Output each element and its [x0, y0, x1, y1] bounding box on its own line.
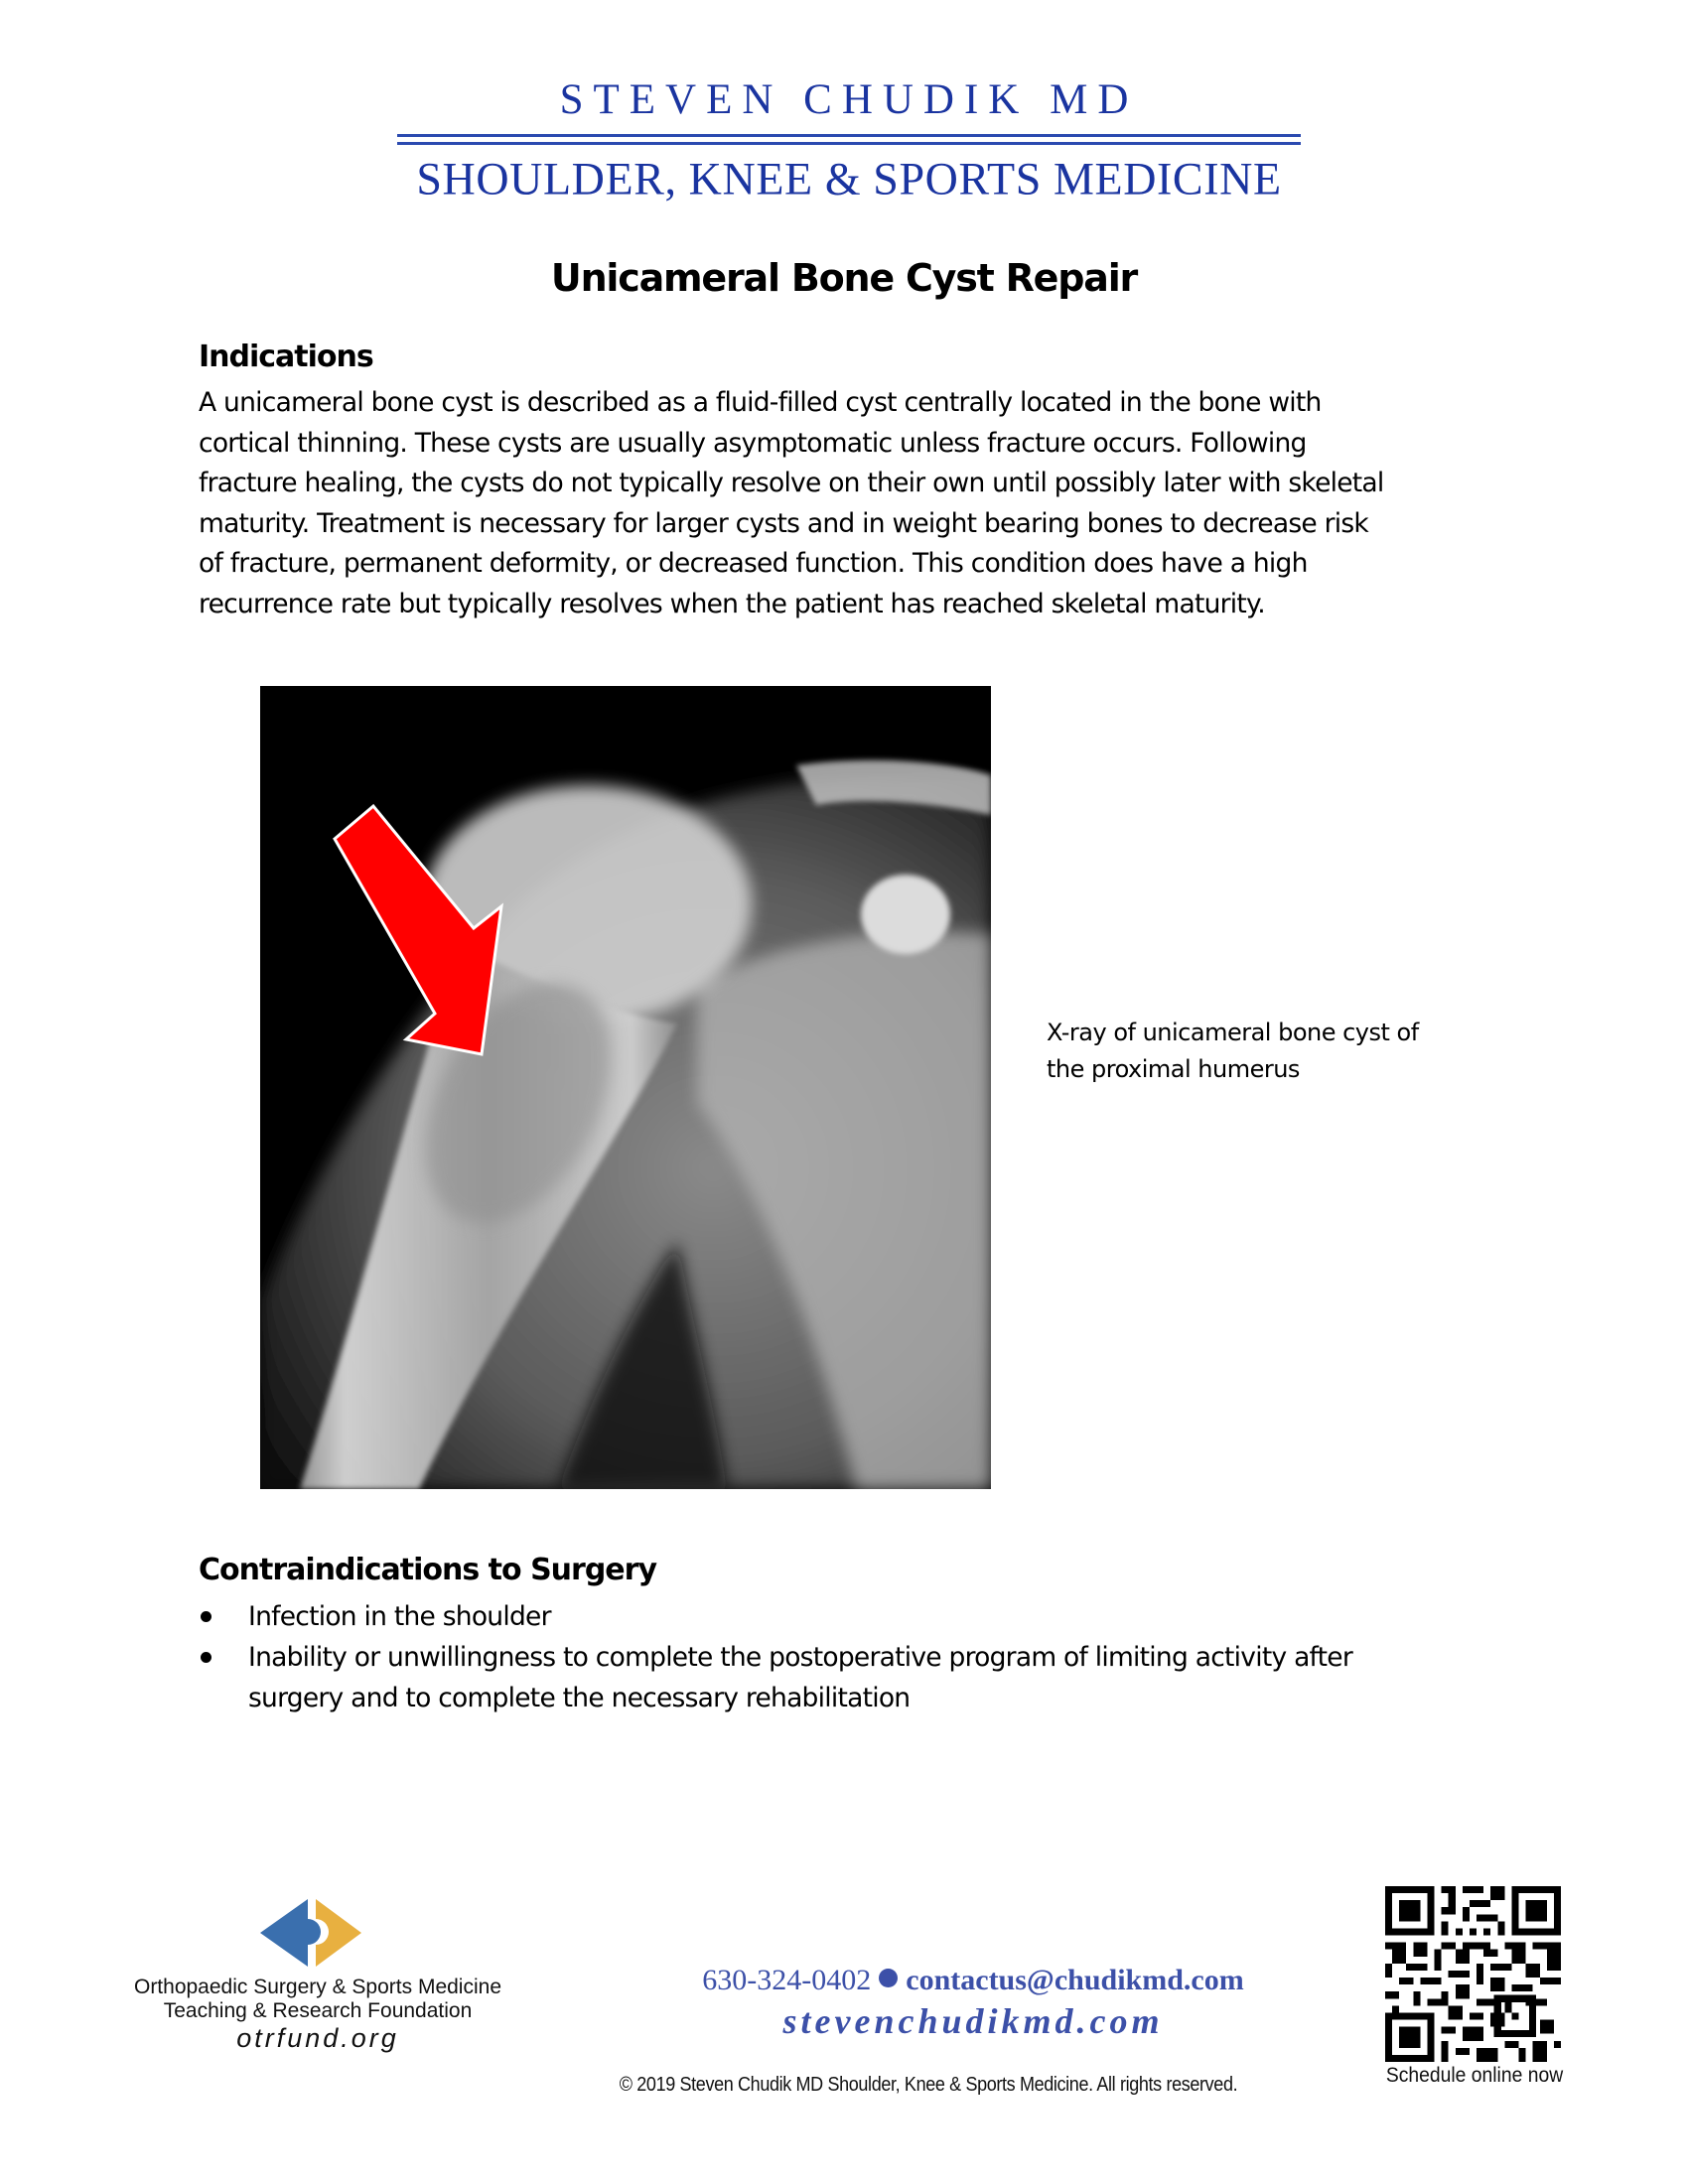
list-item	[199, 1596, 1529, 1637]
paragraph-line: A unicameral bone cyst is described as a fluid-filled cyst centrally located in the bone with	[199, 387, 1322, 418]
xray-image	[260, 686, 991, 1489]
paragraph-line: cortical thinning. These cysts are usually asymptomatic unless fracture occurs. Following	[199, 427, 1307, 459]
foundation-name-line1: Orthopaedic Surgery & Sports Medicine	[133, 1976, 501, 1998]
foundation-block	[99, 1976, 536, 2053]
qr-label: Schedule online now	[1385, 2064, 1564, 2087]
list-item-text: surgery and to complete the necessary rehabilitation	[248, 1683, 911, 1713]
figure-caption	[1047, 1015, 1419, 1088]
email-link[interactable]: contactus@chudikmd.com	[906, 1964, 1244, 1996]
header-rule-bottom	[397, 142, 1301, 145]
contact-block	[596, 1961, 1350, 2042]
caption-line: the proximal humerus	[1047, 1055, 1300, 1083]
list-item	[199, 1637, 1529, 1718]
paragraph-line: fracture healing, the cysts do not typically resolve on their own until possibly later with skeletal	[199, 468, 1384, 499]
list-item-text: Infection in the shoulder	[248, 1601, 551, 1632]
contraindications-heading: Contraindications to Surgery	[199, 1553, 657, 1587]
caption-line: X-ray of unicameral bone cyst of	[1047, 1019, 1419, 1046]
phone-link[interactable]: 630-324-0402	[702, 1964, 872, 1996]
foundation-name-line2: Teaching & Research Foundation	[163, 1999, 473, 2022]
paragraph-line: of fracture, permanent deformity, or decreased function. This condition does have a high	[199, 548, 1308, 580]
practice-specialty: SHOULDER, KNEE & SPORTS MEDICINE	[416, 152, 1282, 205]
list-item-text: Inability or unwillingness to complete the postoperative program of limiting activity after	[248, 1642, 1353, 1673]
indications-heading: Indications	[199, 340, 373, 374]
separator-dot-icon	[879, 1969, 898, 1987]
qr-code-icon[interactable]	[1385, 1886, 1561, 2062]
paragraph-line: recurrence rate but typically resolves when the patient has reached skeletal maturity.	[199, 588, 1265, 619]
indications-paragraph	[199, 383, 1509, 625]
copyright-notice: © 2019 Steven Chudik MD Shoulder, Knee & Sports Medicine. All rights reserved.	[619, 2074, 1238, 2096]
practice-name: STEVEN CHUDIK MD	[559, 76, 1139, 123]
otrf-logo-icon	[260, 1899, 361, 1967]
header-rule-top	[397, 134, 1301, 137]
website-link[interactable]: stevenchudikmd.com	[782, 2001, 1164, 2041]
paragraph-line: maturity. Treatment is necessary for larger cysts and in weight bearing bones to decrease risk	[199, 507, 1369, 539]
page-title: Unicameral Bone Cyst Repair	[550, 256, 1138, 300]
foundation-url-link[interactable]: otrfund.org	[236, 2023, 399, 2053]
contraindications-list	[199, 1596, 1529, 1718]
